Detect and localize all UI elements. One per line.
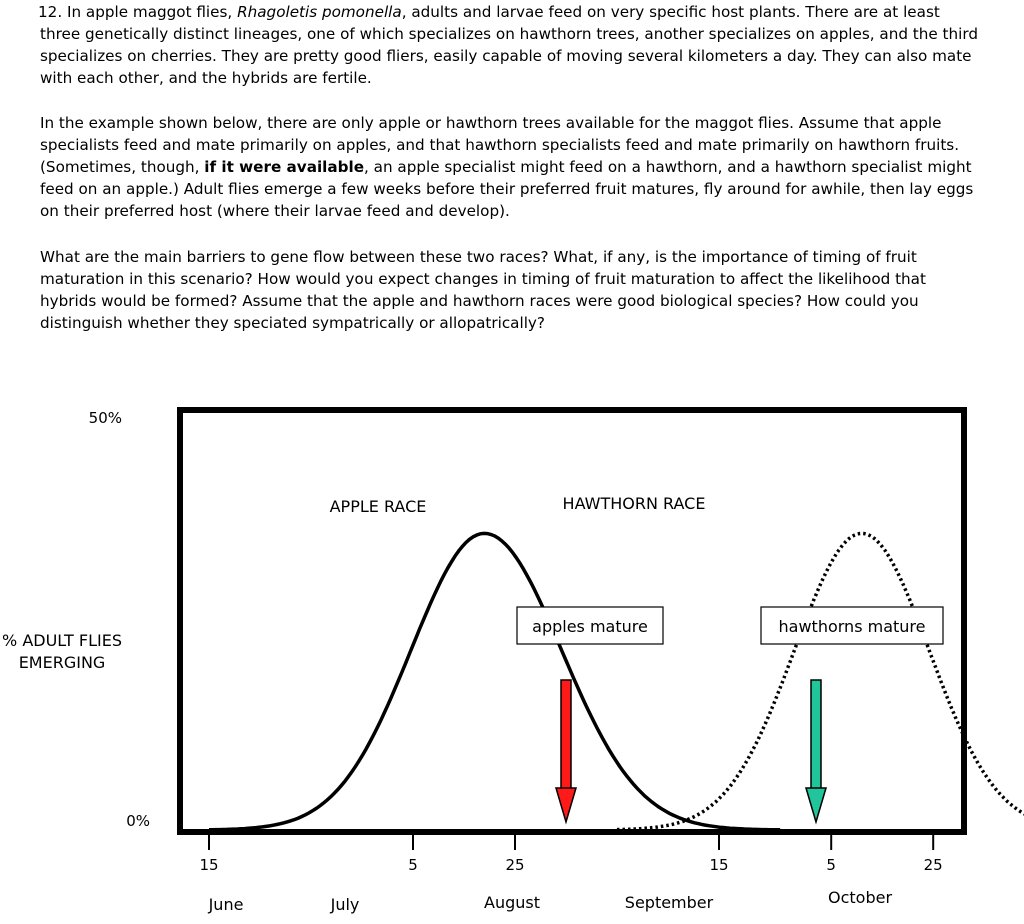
- species-name: Rhagoletis pomonella: [237, 3, 402, 21]
- apples-mature-arrow: [556, 680, 576, 822]
- x-tick-label: 15: [709, 856, 729, 874]
- apples-mature-label: apples mature: [532, 617, 648, 636]
- x-tick-label: 15: [199, 856, 219, 874]
- hawthorn-race-label: HAWTHORN RACE: [562, 494, 706, 513]
- apple-race-curve: [209, 533, 780, 829]
- apple-race-label: APPLE RACE: [329, 497, 427, 516]
- y-axis-label-line1: % ADULT FLIES: [2, 631, 122, 650]
- p2-text-b: , an apple specialist might feed on a hawthorn, and a hawthorn specialist might feed on an apple.) Adult flies emerge a few weeks before their preferred fruit matures, fly around for awhile, then lay eggs on their preferred host (where their larvae feed and develop).: [40, 158, 974, 220]
- month-label-august: August: [484, 893, 540, 912]
- p1-text-a: In apple maggot flies,: [66, 3, 238, 21]
- month-label-october: October: [827, 888, 893, 907]
- x-tick-label: 25: [505, 856, 525, 874]
- question-paragraph-3: What are the main barriers to gene flow between these two races? What, if any, is the importance of timing of fruit maturation in this scenario? How would you expect changes in timing of fruit maturation to affect the likelihood that hybrids would be formed? Assume that the apple and hawthorn races were good biological species? How could you distinguish whether they speciated sympatrically or allopatrically?: [40, 248, 926, 332]
- y-tick-50: 50%: [88, 409, 122, 427]
- y-axis-label-line2: EMERGING: [18, 653, 106, 672]
- month-label-september: September: [624, 893, 714, 912]
- x-axis-ticks: [199, 832, 1024, 874]
- question-number: 12.: [38, 3, 63, 21]
- hawthorns-mature-label: hawthorns mature: [778, 617, 926, 636]
- x-tick-label: 5: [826, 856, 836, 874]
- x-tick-label: 25: [923, 856, 943, 874]
- p1-text-b: , adults and larvae feed on very specific host plants. There are at least three genetically distinct lineages, one of which specializes on hawthorn trees, another specializes on apples, and the third specializes on cherries. They are pretty good fliers, easily capable of moving several kilometers a day. They can also mate with each other, and the hybrids are fertile.: [40, 3, 978, 87]
- x-tick-label: 5: [408, 856, 418, 874]
- month-label-june: June: [208, 895, 244, 914]
- y-tick-0: 0%: [126, 812, 150, 830]
- month-label-july: July: [330, 895, 360, 914]
- p2-text-a: In the example shown below, there are only apple or hawthorn trees available for the maggot flies. Assume that apple specialists feed and mate primarily on apples, and that hawthorn specialists feed and mate primarily on hawthorn fruits. (Sometimes, though,: [40, 114, 960, 176]
- p2-bold: if it were available: [204, 158, 364, 176]
- hawthorns-mature-arrow: [806, 680, 826, 822]
